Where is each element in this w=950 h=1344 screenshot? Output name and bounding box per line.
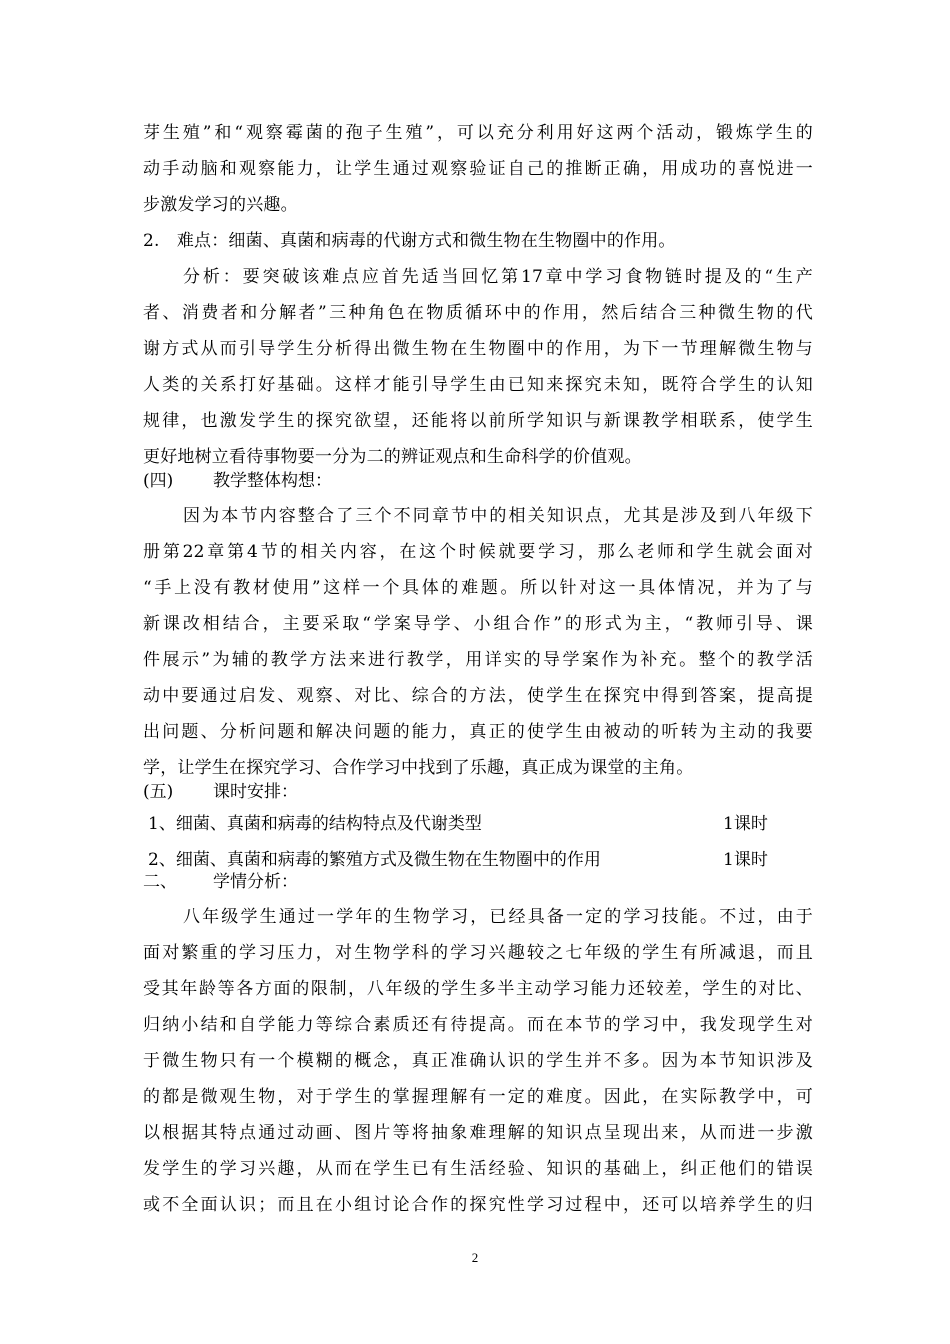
- paragraph-line: 谢方式从而引导学生分析得出微生物在生物圈中的作用，为下一节理解微生物与: [143, 339, 813, 359]
- paragraph-line: 件展示”为辅的教学方法来进行教学，用详实的导学案作为补充。整个的教学活: [143, 650, 813, 670]
- paragraph-line: 规律，也激发学生的探究欲望，还能将以前所学知识与新课教学相联系，使学生: [143, 411, 813, 431]
- paragraph-line: 受其年龄等各方面的限制，八年级的学生多半主动学习能力还较差，学生的对比、: [143, 979, 813, 999]
- paragraph-line: 于微生物只有一个模糊的概念，真正准确认识的学生并不多。因为本节知识涉及: [143, 1051, 813, 1071]
- section-heading: [143, 781, 298, 803]
- paragraph-line: 归纳小结和自学能力等综合素质还有待提高。而在本节的学习中，我发现学生对: [143, 1015, 813, 1035]
- paragraph-line: 者、消费者和分解者”三种角色在物质循环中的作用，然后结合三种微生物的代: [143, 303, 813, 323]
- paragraph-line: 发学生的学习兴趣，从而在学生已有生活经验、知识的基础上，纠正他们的错误: [143, 1159, 813, 1179]
- paragraph-line: 的都是微观生物，对于学生的掌握理解有一定的难度。因此，在实际教学中，可: [143, 1087, 813, 1107]
- section-label: 教学整体构想：: [213, 471, 332, 491]
- paragraph-line: 分析：要突破该难点应首先适当回忆第17章中学习食物链时提及的“生产: [183, 267, 813, 287]
- section-label: 学情分析：: [213, 872, 298, 892]
- section-number: 二、: [143, 872, 177, 892]
- paragraph-line: 册第22章第4节的相关内容，在这个时候就要学习，那么老师和学生就会面对: [143, 542, 813, 562]
- paragraph-line: 面对繁重的学习压力，对生物学科的学习兴趣较之七年级的学生有所减退，而且: [143, 943, 813, 963]
- paragraph-line: 新课改相结合，主要采取“学案导学、小组合作”的形式为主，“教师引导、课: [143, 614, 813, 634]
- paragraph-line: 或不全面认识；而且在小组讨论合作的探究性学习过程中，还可以培养学生的归: [143, 1195, 813, 1215]
- paragraph-line: “手上没有教材使用”这样一个具体的难题。所以针对这一具体情况，并为了与: [143, 578, 813, 598]
- paragraph-line: 更好地树立看待事物要一分为二的辨证观点和生命科学的价值观。: [143, 447, 642, 467]
- schedule-item-hours: 1课时: [723, 814, 768, 834]
- schedule-item: [148, 813, 788, 835]
- page-number: 2: [471, 1250, 479, 1265]
- paragraph-line: 人类的关系打好基础。这样才能引导学生由已知来探究未知，既符合学生的认知: [143, 375, 813, 395]
- schedule-item-text: 2、细菌、真菌和病毒的繁殖方式及微生物在生物圈中的作用: [148, 850, 601, 870]
- paragraph-line: 以根据其特点通过动画、图片等将抽象难理解的知识点呈现出来，从而进一步激: [143, 1123, 813, 1143]
- section-label: 课时安排：: [213, 782, 298, 802]
- schedule-item-hours: 1课时: [723, 850, 768, 870]
- paragraph-line: 动中要通过启发、观察、对比、综合的方法，使学生在探究中得到答案，提高提: [143, 686, 813, 706]
- schedule-item: [148, 849, 788, 871]
- difficulty-title: 2. 难点：细菌、真菌和病毒的代谢方式和微生物在生物圈中的作用。: [143, 231, 676, 251]
- paragraph-line: 动手动脑和观察能力，让学生通过观察验证自己的推断正确，用成功的喜悦进一: [143, 159, 813, 179]
- section-heading: [143, 871, 298, 893]
- paragraph-line: 八年级学生通过一学年的生物学习，已经具备一定的学习技能。不过，由于: [183, 907, 813, 927]
- section-number: (五): [143, 782, 174, 802]
- paragraph-line: 因为本节内容整合了三个不同章节中的相关知识点，尤其是涉及到八年级下: [183, 506, 813, 526]
- paragraph-line: 学，让学生在探究学习、合作学习中找到了乐趣，真正成为课堂的主角。: [143, 758, 694, 778]
- schedule-item-text: 1、细菌、真菌和病毒的结构特点及代谢类型: [148, 814, 482, 834]
- paragraph-line: 步激发学习的兴趣。: [143, 195, 298, 215]
- paragraph-line: 芽生殖”和“观察霉菌的孢子生殖”，可以充分利用好这两个活动，锻炼学生的: [143, 123, 813, 143]
- section-heading: [143, 470, 332, 492]
- section-number: (四): [143, 471, 174, 491]
- paragraph-line: 出问题、分析问题和解决问题的能力，真正的使学生由被动的听转为主动的我要: [143, 722, 813, 742]
